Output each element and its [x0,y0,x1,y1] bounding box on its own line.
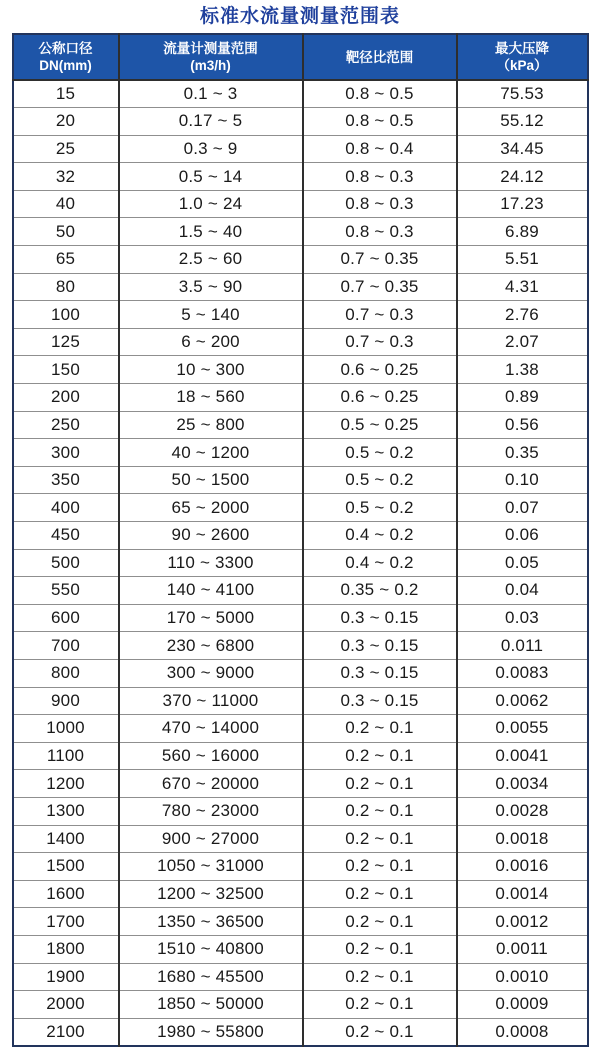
cell-pressure-drop: 0.0010 [457,963,588,991]
cell-dn: 1500 [13,853,119,881]
cell-dn: 450 [13,522,119,550]
cell-dn: 350 [13,466,119,494]
cell-flow-range: 5 ~ 140 [119,301,303,329]
cell-flow-range: 1980 ~ 55800 [119,1018,303,1046]
cell-ratio-range: 0.5 ~ 0.2 [303,494,457,522]
cell-dn: 150 [13,356,119,384]
table-row [13,328,588,356]
cell-pressure-drop: 55.12 [457,108,588,136]
table-row [13,632,588,660]
table-row [13,935,588,963]
header-nominal-diameter [13,34,119,80]
cell-flow-range: 1350 ~ 36500 [119,908,303,936]
cell-ratio-range: 0.8 ~ 0.3 [303,163,457,191]
cell-ratio-range: 0.3 ~ 0.15 [303,604,457,632]
cell-ratio-range: 0.2 ~ 0.1 [303,935,457,963]
table-row [13,549,588,577]
cell-ratio-range: 0.2 ~ 0.1 [303,742,457,770]
cell-pressure-drop: 0.07 [457,494,588,522]
cell-pressure-drop: 17.23 [457,190,588,218]
header-line: 靶径比范围 [345,49,414,65]
cell-flow-range: 670 ~ 20000 [119,770,303,798]
table-row [13,80,588,108]
cell-pressure-drop: 0.0016 [457,853,588,881]
cell-pressure-drop: 0.0008 [457,1018,588,1046]
table-row [13,439,588,467]
cell-pressure-drop: 0.0018 [457,825,588,853]
cell-flow-range: 25 ~ 800 [119,411,303,439]
cell-pressure-drop: 0.89 [457,384,588,412]
table-row [13,190,588,218]
cell-flow-range: 0.17 ~ 5 [119,108,303,136]
cell-dn: 1200 [13,770,119,798]
header-line: DN(mm) [39,58,92,73]
cell-flow-range: 1680 ~ 45500 [119,963,303,991]
header-flowmeter-measure-range [119,34,303,80]
cell-ratio-range: 0.2 ~ 0.1 [303,797,457,825]
cell-flow-range: 18 ~ 560 [119,384,303,412]
header-line: 流量计测量范围 [163,41,258,56]
table-row [13,163,588,191]
cell-ratio-range: 0.2 ~ 0.1 [303,991,457,1019]
cell-ratio-range: 0.2 ~ 0.1 [303,853,457,881]
cell-ratio-range: 0.5 ~ 0.2 [303,439,457,467]
cell-pressure-drop: 2.07 [457,328,588,356]
table-row [13,797,588,825]
table-row [13,577,588,605]
cell-pressure-drop: 1.38 [457,356,588,384]
table-row [13,715,588,743]
cell-dn: 600 [13,604,119,632]
cell-flow-range: 1.5 ~ 40 [119,218,303,246]
cell-dn: 50 [13,218,119,246]
cell-ratio-range: 0.5 ~ 0.2 [303,466,457,494]
header-line: 最大压降 [495,41,549,56]
table-body [13,80,588,1046]
cell-ratio-range: 0.4 ~ 0.2 [303,522,457,550]
cell-dn: 2100 [13,1018,119,1046]
cell-ratio-range: 0.2 ~ 0.1 [303,825,457,853]
cell-ratio-range: 0.35 ~ 0.2 [303,577,457,605]
cell-flow-range: 65 ~ 2000 [119,494,303,522]
cell-dn: 500 [13,549,119,577]
cell-flow-range: 2.5 ~ 60 [119,246,303,274]
cell-flow-range: 1.0 ~ 24 [119,190,303,218]
cell-ratio-range: 0.2 ~ 0.1 [303,715,457,743]
cell-dn: 1700 [13,908,119,936]
cell-ratio-range: 0.7 ~ 0.3 [303,301,457,329]
page-title: 标准水流量测量范围表 [199,6,400,27]
cell-dn: 2000 [13,991,119,1019]
table-row [13,246,588,274]
table-row [13,991,588,1019]
cell-ratio-range: 0.6 ~ 0.25 [303,356,457,384]
table-row [13,880,588,908]
cell-dn: 80 [13,273,119,301]
cell-flow-range: 900 ~ 27000 [119,825,303,853]
cell-dn: 900 [13,687,119,715]
header-line: (m3/h) [190,58,231,73]
cell-dn: 20 [13,108,119,136]
cell-flow-range: 170 ~ 5000 [119,604,303,632]
table-row [13,135,588,163]
table-row [13,1018,588,1046]
cell-ratio-range: 0.8 ~ 0.3 [303,190,457,218]
table-row [13,411,588,439]
table-row [13,522,588,550]
cell-flow-range: 470 ~ 14000 [119,715,303,743]
cell-pressure-drop: 0.0028 [457,797,588,825]
cell-ratio-range: 0.2 ~ 0.1 [303,1018,457,1046]
cell-pressure-drop: 0.05 [457,549,588,577]
cell-flow-range: 3.5 ~ 90 [119,273,303,301]
cell-pressure-drop: 0.06 [457,522,588,550]
cell-dn: 800 [13,659,119,687]
table-row [13,908,588,936]
cell-dn: 1000 [13,715,119,743]
cell-pressure-drop: 0.04 [457,577,588,605]
cell-dn: 1400 [13,825,119,853]
cell-dn: 550 [13,577,119,605]
cell-pressure-drop: 6.89 [457,218,588,246]
table-row [13,273,588,301]
cell-dn: 1100 [13,742,119,770]
header-target-diameter-ratio-range [303,34,457,80]
cell-pressure-drop: 24.12 [457,163,588,191]
cell-pressure-drop: 0.0062 [457,687,588,715]
cell-dn: 400 [13,494,119,522]
cell-ratio-range: 0.8 ~ 0.3 [303,218,457,246]
table-header [13,34,588,80]
cell-dn: 100 [13,301,119,329]
cell-pressure-drop: 0.011 [457,632,588,660]
table-row [13,384,588,412]
cell-dn: 300 [13,439,119,467]
cell-flow-range: 0.3 ~ 9 [119,135,303,163]
cell-ratio-range: 0.7 ~ 0.35 [303,273,457,301]
cell-dn: 1300 [13,797,119,825]
page [0,3,600,1047]
cell-dn: 32 [13,163,119,191]
cell-flow-range: 140 ~ 4100 [119,577,303,605]
cell-flow-range: 110 ~ 3300 [119,549,303,577]
cell-flow-range: 0.5 ~ 14 [119,163,303,191]
cell-pressure-drop: 0.0034 [457,770,588,798]
table-row [13,108,588,136]
table-row [13,466,588,494]
table-row [13,963,588,991]
cell-flow-range: 50 ~ 1500 [119,466,303,494]
cell-pressure-drop: 0.0083 [457,659,588,687]
cell-pressure-drop: 0.35 [457,439,588,467]
cell-pressure-drop: 0.0014 [457,880,588,908]
cell-flow-range: 10 ~ 300 [119,356,303,384]
water-flow-range-table [12,33,589,1047]
cell-flow-range: 1510 ~ 40800 [119,935,303,963]
cell-pressure-drop: 0.56 [457,411,588,439]
cell-dn: 25 [13,135,119,163]
cell-flow-range: 1050 ~ 31000 [119,853,303,881]
cell-pressure-drop: 34.45 [457,135,588,163]
cell-flow-range: 6 ~ 200 [119,328,303,356]
table-row [13,742,588,770]
cell-pressure-drop: 0.0012 [457,908,588,936]
cell-ratio-range: 0.8 ~ 0.4 [303,135,457,163]
cell-ratio-range: 0.2 ~ 0.1 [303,963,457,991]
cell-dn: 65 [13,246,119,274]
cell-ratio-range: 0.2 ~ 0.1 [303,770,457,798]
cell-pressure-drop: 4.31 [457,273,588,301]
cell-flow-range: 560 ~ 16000 [119,742,303,770]
cell-flow-range: 370 ~ 11000 [119,687,303,715]
cell-flow-range: 300 ~ 9000 [119,659,303,687]
cell-flow-range: 1850 ~ 50000 [119,991,303,1019]
header-line: （kPa） [496,58,548,73]
cell-dn: 1800 [13,935,119,963]
cell-pressure-drop: 0.0055 [457,715,588,743]
table-row [13,356,588,384]
cell-ratio-range: 0.8 ~ 0.5 [303,108,457,136]
table-row [13,687,588,715]
cell-dn: 40 [13,190,119,218]
cell-pressure-drop: 5.51 [457,246,588,274]
cell-flow-range: 40 ~ 1200 [119,439,303,467]
table-row [13,218,588,246]
cell-dn: 1600 [13,880,119,908]
cell-pressure-drop: 0.0041 [457,742,588,770]
cell-pressure-drop: 0.0009 [457,991,588,1019]
cell-flow-range: 230 ~ 6800 [119,632,303,660]
cell-dn: 200 [13,384,119,412]
cell-ratio-range: 0.3 ~ 0.15 [303,659,457,687]
cell-flow-range: 1200 ~ 32500 [119,880,303,908]
table-row [13,659,588,687]
cell-ratio-range: 0.3 ~ 0.15 [303,687,457,715]
table-row [13,825,588,853]
cell-ratio-range: 0.2 ~ 0.1 [303,908,457,936]
cell-ratio-range: 0.8 ~ 0.5 [303,80,457,108]
cell-pressure-drop: 2.76 [457,301,588,329]
table-row [13,770,588,798]
cell-flow-range: 0.1 ~ 3 [119,80,303,108]
cell-ratio-range: 0.3 ~ 0.15 [303,632,457,660]
cell-flow-range: 90 ~ 2600 [119,522,303,550]
cell-ratio-range: 0.2 ~ 0.1 [303,880,457,908]
cell-ratio-range: 0.6 ~ 0.25 [303,384,457,412]
table-row [13,301,588,329]
cell-ratio-range: 0.5 ~ 0.25 [303,411,457,439]
header-max-pressure-drop [457,34,588,80]
cell-dn: 250 [13,411,119,439]
cell-flow-range: 780 ~ 23000 [119,797,303,825]
cell-pressure-drop: 0.10 [457,466,588,494]
cell-pressure-drop: 75.53 [457,80,588,108]
cell-pressure-drop: 0.03 [457,604,588,632]
header-line: 公称口径 [38,41,93,56]
cell-dn: 15 [13,80,119,108]
cell-dn: 1900 [13,963,119,991]
cell-ratio-range: 0.4 ~ 0.2 [303,549,457,577]
cell-dn: 700 [13,632,119,660]
cell-ratio-range: 0.7 ~ 0.3 [303,328,457,356]
cell-ratio-range: 0.7 ~ 0.35 [303,246,457,274]
header-row [13,34,588,80]
table-row [13,853,588,881]
table-row [13,494,588,522]
table-row [13,604,588,632]
cell-pressure-drop: 0.0011 [457,935,588,963]
cell-dn: 125 [13,328,119,356]
